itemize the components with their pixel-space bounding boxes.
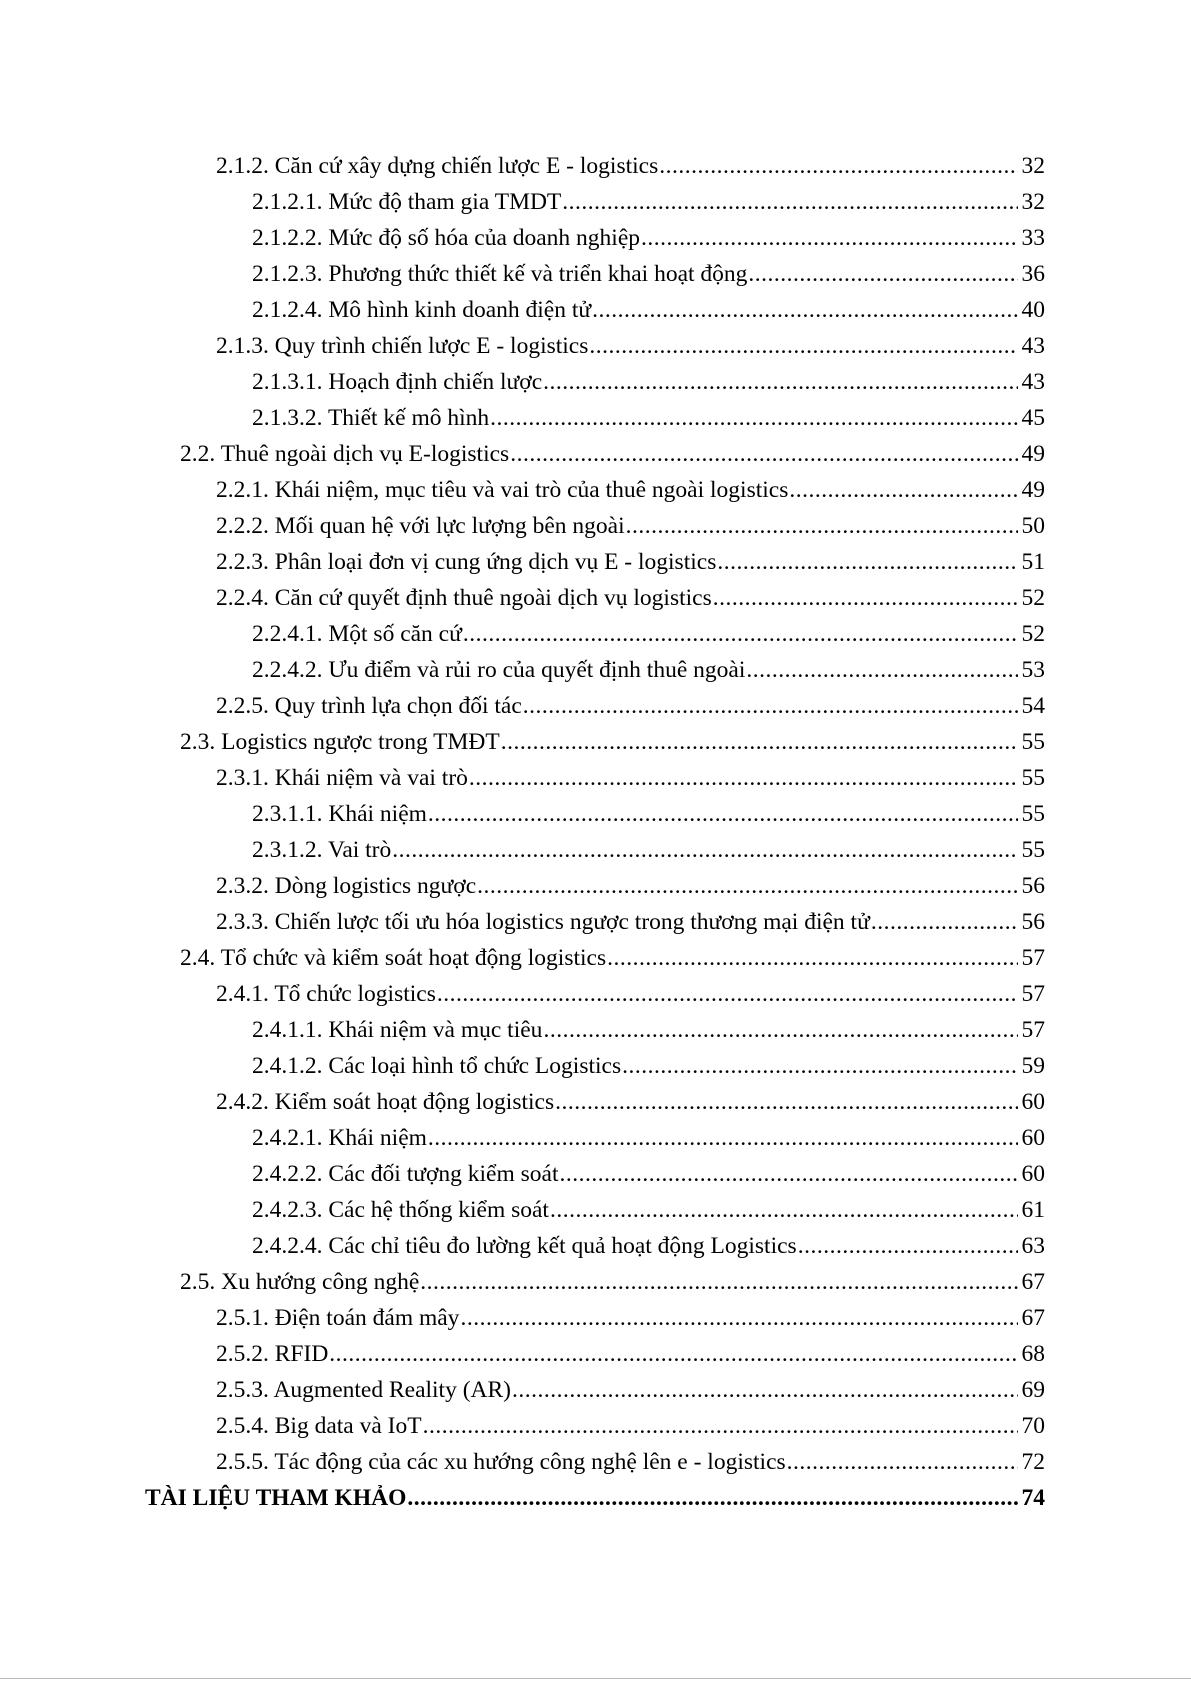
- toc-entry-label: 2.4.1.2. Các loại hình tổ chức Logistics: [252, 1053, 622, 1079]
- toc-entry-label: 2.1.2. Căn cứ xây dựng chiến lược E - logistics: [216, 153, 659, 179]
- toc-entry-label: 2.5. Xu hướng công nghệ: [180, 1269, 420, 1295]
- toc-page-number: 50: [1021, 513, 1045, 539]
- toc-page-number: 55: [1021, 837, 1045, 863]
- toc-page-number: 53: [1021, 657, 1045, 683]
- toc-page-number: 55: [1021, 801, 1045, 827]
- toc-dot-leader: [428, 796, 1018, 832]
- toc-entry-label: 2.2.3. Phân loại đơn vị cung ứng dịch vụ E - logistics: [216, 549, 717, 575]
- toc-dot-leader: [641, 220, 1018, 256]
- toc-entry[interactable]: [0, 1012, 1191, 1048]
- toc-entry[interactable]: [0, 148, 1191, 184]
- toc-entry-label: 2.4.1. Tổ chức logistics: [216, 981, 436, 1007]
- toc-dot-leader: [798, 1228, 1018, 1264]
- toc-dot-leader: [469, 760, 1018, 796]
- toc-dot-leader: [746, 652, 1018, 688]
- toc-entry-label: 2.2. Thuê ngoài dịch vụ E-logistics: [180, 441, 510, 467]
- toc-dot-leader: [562, 184, 1018, 220]
- toc-entry-label: 2.1.3. Quy trình chiến lược E - logistics: [216, 333, 589, 359]
- toc-entry-label: 2.4.1.1. Khái niệm và mục tiêu: [252, 1017, 543, 1043]
- toc-entry-label: 2.1.3.2. Thiết kế mô hình: [252, 405, 490, 431]
- toc-dot-leader: [789, 472, 1018, 508]
- toc-dot-leader: [559, 1156, 1018, 1192]
- toc-dot-leader: [543, 1012, 1018, 1048]
- toc-entry[interactable]: [0, 1228, 1191, 1264]
- toc-entry-label: TÀI LIỆU THAM KHẢO: [145, 1485, 407, 1511]
- toc-page-number: 56: [1021, 873, 1045, 899]
- toc-dot-leader: [512, 1372, 1018, 1408]
- toc-dot-leader: [407, 1480, 1018, 1516]
- toc-entry[interactable]: [0, 1048, 1191, 1084]
- toc-entry-label: 2.1.2.2. Mức độ số hóa của doanh nghiệp: [252, 225, 641, 251]
- toc-page-number: 67: [1021, 1305, 1045, 1331]
- toc-page-number: 61: [1021, 1197, 1045, 1223]
- toc-entry-label: 2.1.3.1. Hoạch định chiến lược: [252, 369, 543, 395]
- toc-entry[interactable]: [0, 472, 1191, 508]
- toc-page-number: 63: [1021, 1233, 1045, 1259]
- toc-entry[interactable]: [0, 328, 1191, 364]
- toc-dot-leader: [477, 868, 1018, 904]
- toc-dot-leader: [543, 364, 1018, 400]
- toc-entry-label: 2.4.2. Kiểm soát hoạt động logistics: [216, 1089, 555, 1115]
- toc-entry[interactable]: [0, 292, 1191, 328]
- toc-dot-leader: [510, 436, 1018, 472]
- toc-dot-leader: [787, 1444, 1018, 1480]
- toc-entry-label: 2.5.5. Tác động của các xu hướng công nghệ lên e - logistics: [216, 1449, 786, 1475]
- toc-entry[interactable]: [0, 1084, 1191, 1120]
- toc-entry-label: 2.4.2.2. Các đối tượng kiểm soát: [252, 1161, 559, 1187]
- table-of-contents: [0, 148, 1191, 1516]
- toc-page-number: 57: [1021, 981, 1045, 1007]
- toc-entry[interactable]: [0, 940, 1191, 976]
- toc-entry-label: 2.3.3. Chiến lược tối ưu hóa logistics ngược trong thương mại điện tử: [216, 909, 870, 935]
- toc-entry[interactable]: [0, 256, 1191, 292]
- toc-entry-label: 2.2.5. Quy trình lựa chọn đối tác: [216, 693, 522, 719]
- toc-entry[interactable]: [0, 868, 1191, 904]
- toc-entry-label: 2.2.2. Mối quan hệ với lực lượng bên ngoài: [216, 513, 625, 539]
- toc-dot-leader: [626, 508, 1018, 544]
- toc-entry[interactable]: [0, 688, 1191, 724]
- toc-page-number: 55: [1021, 729, 1045, 755]
- toc-entry[interactable]: [0, 184, 1191, 220]
- toc-entry[interactable]: [0, 544, 1191, 580]
- toc-page-number: 54: [1021, 693, 1045, 719]
- toc-entry-label: 2.3.1.2. Vai trò: [252, 837, 392, 863]
- toc-entry-label: 2.5.3. Augmented Reality (AR): [216, 1377, 512, 1403]
- toc-dot-leader: [717, 544, 1018, 580]
- toc-page-number: 67: [1021, 1269, 1045, 1295]
- toc-dot-leader: [589, 328, 1018, 364]
- toc-entry-label: 2.3.1. Khái niệm và vai trò: [216, 765, 468, 791]
- toc-page-number: 59: [1021, 1053, 1045, 1079]
- toc-dot-leader: [423, 1408, 1018, 1444]
- toc-entry-label: 2.4. Tổ chức và kiểm soát hoạt động logistics: [180, 945, 607, 971]
- toc-page-number: 52: [1021, 585, 1045, 611]
- toc-page-number: 60: [1021, 1089, 1045, 1115]
- toc-page-number: 52: [1021, 621, 1045, 647]
- toc-entry[interactable]: [0, 1444, 1191, 1480]
- toc-entry-label: 2.5.1. Điện toán đám mây: [216, 1305, 460, 1331]
- toc-entry[interactable]: [0, 760, 1191, 796]
- toc-entry[interactable]: [0, 508, 1191, 544]
- toc-entry-label: 2.4.2.1. Khái niệm: [252, 1125, 427, 1151]
- toc-dot-leader: [463, 616, 1018, 652]
- toc-entry-label: 2.4.2.3. Các hệ thống kiểm soát: [252, 1197, 549, 1223]
- toc-page-number: 74: [1021, 1485, 1045, 1511]
- toc-page-number: 68: [1021, 1341, 1045, 1367]
- toc-entry[interactable]: [0, 400, 1191, 436]
- toc-entry[interactable]: [0, 1372, 1191, 1408]
- footer-divider: [0, 1678, 1191, 1679]
- toc-entry-label: 2.3. Logistics ngược trong TMĐT: [180, 729, 500, 755]
- toc-page-number: 56: [1021, 909, 1045, 935]
- toc-dot-leader: [622, 1048, 1018, 1084]
- toc-entry[interactable]: [0, 1120, 1191, 1156]
- toc-entry-label: 2.1.2.3. Phương thức thiết kế và triển khai hoạt động: [252, 261, 748, 287]
- toc-page-number: 43: [1021, 369, 1045, 395]
- toc-page-number: 43: [1021, 333, 1045, 359]
- toc-entry-label: 2.1.2.4. Mô hình kinh doanh điện tử: [252, 297, 592, 323]
- toc-page-number: 36: [1021, 261, 1045, 287]
- toc-page-number: 55: [1021, 765, 1045, 791]
- toc-entry-label: 2.2.4. Căn cứ quyết định thuê ngoài dịch vụ logistics: [216, 585, 712, 611]
- toc-entry-label: 2.5.2. RFID: [216, 1341, 329, 1367]
- toc-page-number: 51: [1021, 549, 1045, 575]
- toc-dot-leader: [501, 724, 1018, 760]
- toc-dot-leader: [460, 1300, 1018, 1336]
- toc-entry[interactable]: [0, 796, 1191, 832]
- toc-entry[interactable]: [0, 1192, 1191, 1228]
- toc-page-number: 40: [1021, 297, 1045, 323]
- toc-page-number: 32: [1021, 153, 1045, 179]
- toc-entry[interactable]: [0, 220, 1191, 256]
- toc-dot-leader: [329, 1336, 1018, 1372]
- toc-page-number: 49: [1021, 441, 1045, 467]
- toc-page-number: 45: [1021, 405, 1045, 431]
- toc-entry-label: 2.2.1. Khái niệm, mục tiêu và vai trò của thuê ngoài logistics: [216, 477, 789, 503]
- toc-dot-leader: [420, 1264, 1018, 1300]
- toc-entry[interactable]: [0, 652, 1191, 688]
- toc-dot-leader: [607, 940, 1018, 976]
- toc-page-number: 60: [1021, 1125, 1045, 1151]
- toc-entry[interactable]: [0, 1336, 1191, 1372]
- toc-page-number: 33: [1021, 225, 1045, 251]
- toc-entry-references[interactable]: [0, 1480, 1191, 1516]
- toc-dot-leader: [748, 256, 1018, 292]
- toc-dot-leader: [713, 580, 1018, 616]
- toc-entry[interactable]: [0, 1156, 1191, 1192]
- toc-page-number: 70: [1021, 1413, 1045, 1439]
- toc-dot-leader: [592, 292, 1018, 328]
- toc-dot-leader: [659, 148, 1018, 184]
- toc-entry-label: 2.2.4.1. Một số căn cứ: [252, 621, 462, 647]
- toc-dot-leader: [428, 1120, 1018, 1156]
- toc-entry-label: 2.1.2.1. Mức độ tham gia TMDT: [252, 189, 562, 215]
- toc-entry[interactable]: [0, 1408, 1191, 1444]
- toc-dot-leader: [523, 688, 1018, 724]
- toc-entry-label: 2.4.2.4. Các chỉ tiêu đo lường kết quả hoạt động Logistics: [252, 1233, 797, 1259]
- toc-page-number: 57: [1021, 1017, 1045, 1043]
- toc-entry[interactable]: [0, 976, 1191, 1012]
- toc-page-number: 57: [1021, 945, 1045, 971]
- toc-page-number: 32: [1021, 189, 1045, 215]
- toc-entry[interactable]: [0, 904, 1191, 940]
- toc-page-number: 69: [1021, 1377, 1045, 1403]
- toc-page-number: 60: [1021, 1161, 1045, 1187]
- toc-dot-leader: [555, 1084, 1018, 1120]
- toc-entry[interactable]: [0, 580, 1191, 616]
- toc-dot-leader: [871, 904, 1018, 940]
- toc-entry[interactable]: [0, 436, 1191, 472]
- toc-entry[interactable]: [0, 832, 1191, 868]
- toc-page-number: 72: [1021, 1449, 1045, 1475]
- toc-entry[interactable]: [0, 1264, 1191, 1300]
- toc-dot-leader: [392, 832, 1018, 868]
- toc-entry-label: 2.2.4.2. Ưu điểm và rủi ro của quyết định thuê ngoài: [252, 657, 746, 683]
- toc-dot-leader: [490, 400, 1018, 436]
- toc-entry-label: 2.3.1.1. Khái niệm: [252, 801, 427, 827]
- toc-entry[interactable]: [0, 364, 1191, 400]
- toc-entry[interactable]: [0, 1300, 1191, 1336]
- toc-dot-leader: [437, 976, 1018, 1012]
- toc-entry-label: 2.3.2. Dòng logistics ngược: [216, 873, 477, 899]
- toc-entry-label: 2.5.4. Big data và IoT: [216, 1413, 422, 1439]
- toc-entry[interactable]: [0, 724, 1191, 760]
- toc-page-number: 49: [1021, 477, 1045, 503]
- toc-entry[interactable]: [0, 616, 1191, 652]
- toc-dot-leader: [550, 1192, 1018, 1228]
